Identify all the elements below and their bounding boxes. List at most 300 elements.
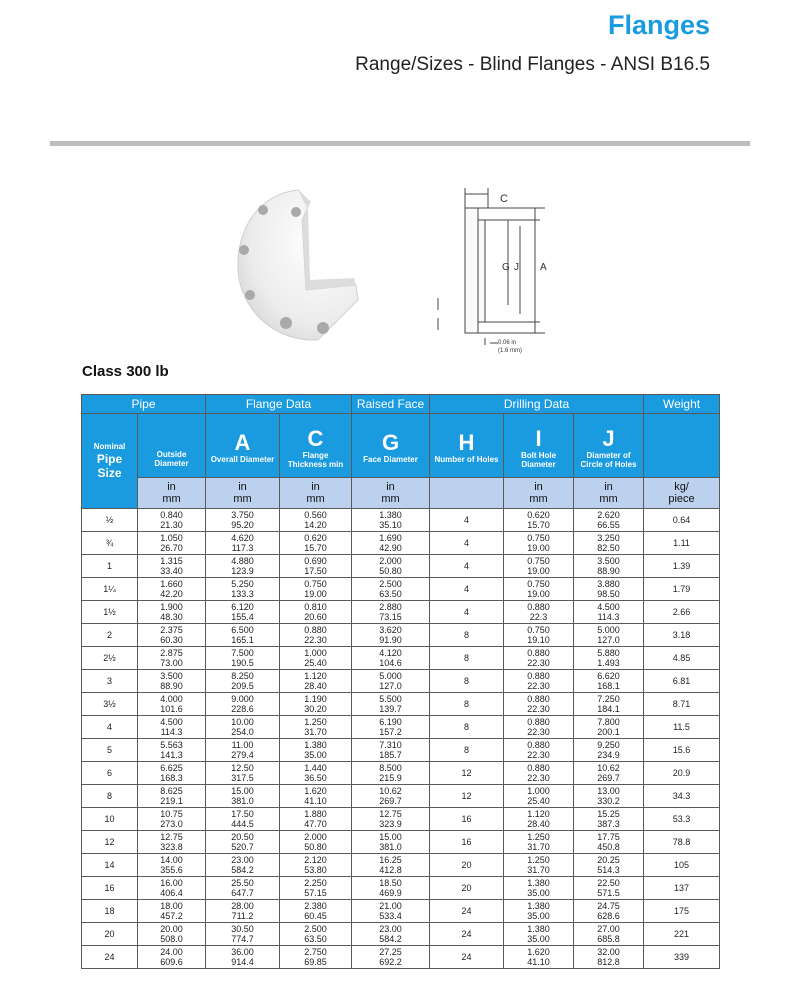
unit-weight [644,478,720,509]
unit-mm: mm [233,493,252,505]
value-in: 0.880 [527,648,550,658]
cell-i [504,555,574,578]
label-j: J [514,262,519,273]
value-mm: 317.5 [231,773,254,783]
cell-g [352,601,430,624]
value-in: 0.750 [527,579,550,589]
value-mm: 98.50 [597,589,620,599]
value-in: 2.375 [160,625,183,635]
cell-outside-diameter [138,785,206,808]
value-in: 1.620 [527,947,550,957]
value-in: 20.00 [160,924,183,934]
cell-outside-diameter [138,854,206,877]
value-mm: 19.10 [527,635,550,645]
value-mm: 30.20 [304,704,327,714]
unit-in: in [311,481,320,493]
cell-c [280,785,352,808]
value-mm: 22.30 [527,750,550,760]
cell-outside-diameter [138,808,206,831]
table-row [82,624,720,647]
cell-g [352,532,430,555]
value-mm: 114.3 [597,612,620,622]
value-in: 2.880 [379,602,402,612]
value-in: 10.62 [379,786,402,796]
col-weight [644,414,720,478]
value-in: 1.900 [160,602,183,612]
value-in: 1.380 [527,878,550,888]
value-in: 1.000 [304,648,327,658]
cell-weight: 137 [644,877,720,900]
value-mm: 219.1 [160,796,183,806]
value-in: 18.00 [160,901,183,911]
cell-g [352,693,430,716]
cell-a [206,578,280,601]
cell-h: 8 [430,716,504,739]
value-mm: 215.9 [379,773,402,783]
cell-outside-diameter [138,509,206,532]
value-mm: 73.15 [379,612,402,622]
cell-g [352,716,430,739]
cell-i [504,509,574,532]
cell-i [504,693,574,716]
col-nominal-pipe-size [82,414,138,509]
cell-nominal-size: 18 [82,900,138,923]
cell-outside-diameter [138,900,206,923]
unit-kg: kg/ [674,481,689,493]
cell-outside-diameter [138,946,206,969]
value-in: 15.00 [231,786,254,796]
value-mm: 41.10 [304,796,327,806]
unit-mm: mm [306,493,325,505]
cell-a [206,946,280,969]
thickness-label: Flange Thickness min [287,450,344,469]
value-in: 2.000 [304,832,327,842]
table-row [82,532,720,555]
cell-j [574,762,644,785]
pipe-label: Pipe [96,452,123,466]
cell-outside-diameter [138,716,206,739]
cell-g [352,670,430,693]
cell-g [352,854,430,877]
value-mm: 200.1 [597,727,620,737]
value-mm: 19.00 [527,589,550,599]
value-mm: 914.4 [231,957,254,967]
value-mm: 273.0 [160,819,183,829]
value-mm: 381.0 [231,796,254,806]
value-mm: 168.3 [160,773,183,783]
value-mm: 60.45 [304,911,327,921]
value-mm: 82.50 [597,543,620,553]
value-mm: 28.40 [527,819,550,829]
value-mm: 711.2 [231,911,254,921]
cell-weight: 1.39 [644,555,720,578]
value-in: 15.00 [379,832,402,842]
table-row [82,854,720,877]
value-in: 0.690 [304,556,327,566]
value-in: 0.880 [527,763,550,773]
cell-weight: 53.3 [644,808,720,831]
nominal-label: Nominal [93,442,126,451]
table-row [82,900,720,923]
value-mm: 584.2 [231,865,254,875]
value-mm: 22.3 [529,612,548,622]
unit-h [430,478,504,509]
cell-c [280,601,352,624]
cell-c [280,900,352,923]
cell-i [504,624,574,647]
cell-h: 4 [430,532,504,555]
cell-j [574,693,644,716]
letter-a: A [234,430,251,455]
cell-outside-diameter [138,601,206,624]
cell-j [574,808,644,831]
value-in: 4.880 [231,556,254,566]
value-in: 3.500 [597,556,620,566]
value-in: 7.800 [597,717,620,727]
cell-j [574,624,644,647]
cell-j [574,509,644,532]
value-mm: 22.30 [527,727,550,737]
value-mm: 157.2 [379,727,402,737]
cell-g [352,877,430,900]
value-in: 0.880 [527,694,550,704]
value-in: 0.880 [527,602,550,612]
value-in: 24.75 [597,901,620,911]
table-row [82,785,720,808]
cell-c [280,831,352,854]
cell-i [504,532,574,555]
letter-i: I [535,425,542,451]
value-mm: 520.7 [231,842,254,852]
value-in: 4.500 [597,602,620,612]
value-mm: 17.50 [304,566,327,576]
unit-in: in [238,481,247,493]
value-mm: 35.00 [527,911,550,921]
value-in: 1.190 [304,694,327,704]
value-in: 0.750 [527,533,550,543]
value-in: 17.75 [597,832,620,842]
cell-a [206,647,280,670]
page-subtitle: Range/Sizes - Blind Flanges - ANSI B16.5 [355,54,710,75]
value-in: 1.380 [527,924,550,934]
value-in: 5.880 [597,648,620,658]
cell-g [352,509,430,532]
cell-nominal-size: 20 [82,923,138,946]
value-in: 32.00 [597,947,620,957]
table-row [82,693,720,716]
cell-weight: 4.85 [644,647,720,670]
cell-i [504,647,574,670]
cell-nominal-size: 1 [82,555,138,578]
value-mm: 21.30 [160,520,183,530]
cell-outside-diameter [138,739,206,762]
value-mm: 234.9 [597,750,620,760]
value-in: 0.840 [160,510,183,520]
value-mm: 533.4 [379,911,402,921]
value-in: 2.620 [597,510,620,520]
value-in: 27.00 [597,924,620,934]
value-in: 6.120 [231,602,254,612]
cell-i [504,670,574,693]
value-in: 1.440 [304,763,327,773]
value-mm: 22.30 [527,773,550,783]
cell-nominal-size: 24 [82,946,138,969]
value-mm: 36.50 [304,773,327,783]
value-in: 24.00 [160,947,183,957]
value-in: 1.690 [379,533,402,543]
value-mm: 127.0 [597,635,620,645]
value-in: 10.75 [160,809,183,819]
value-in: 21.00 [379,901,402,911]
cell-j [574,785,644,808]
value-mm: 457.2 [160,911,183,921]
value-mm: 450.8 [597,842,620,852]
cell-g [352,785,430,808]
cell-a [206,739,280,762]
value-in: 0.750 [527,625,550,635]
value-mm: 69.85 [304,957,327,967]
cell-outside-diameter [138,877,206,900]
cell-outside-diameter [138,578,206,601]
number-of-holes-label: Number of Holes [434,455,499,464]
unit-i [504,478,574,509]
value-mm: 14.20 [304,520,327,530]
cell-a [206,900,280,923]
cell-a [206,831,280,854]
value-mm: 91.90 [379,635,402,645]
unit-a [206,478,280,509]
letter-j: J [602,425,615,451]
value-mm: 330.2 [597,796,620,806]
cell-c [280,670,352,693]
flange-photo [228,180,368,345]
cell-i [504,946,574,969]
value-in: 23.00 [231,855,254,865]
group-pipe: Pipe [82,395,206,414]
value-mm: 155.4 [231,612,254,622]
value-in: 27.25 [379,947,402,957]
cell-h: 12 [430,785,504,808]
value-mm: 95.20 [231,520,254,530]
value-in: 12.75 [160,832,183,842]
cell-nominal-size: 3 [82,670,138,693]
cell-c [280,739,352,762]
unit-in: in [386,481,395,493]
cell-g [352,555,430,578]
cell-a [206,693,280,716]
cell-i [504,716,574,739]
table-body [82,509,720,969]
cell-nominal-size: 14 [82,854,138,877]
value-in: 1.380 [304,740,327,750]
value-in: 16.25 [379,855,402,865]
value-in: 0.620 [304,533,327,543]
value-mm: 412.8 [379,865,402,875]
cell-g [352,578,430,601]
value-in: 3.250 [597,533,620,543]
value-in: 11.00 [231,740,254,750]
value-mm: 35.10 [379,520,402,530]
value-mm: 185.7 [379,750,402,760]
value-in: 1.120 [527,809,550,819]
cell-g [352,647,430,670]
value-in: 2.380 [304,901,327,911]
cell-c [280,693,352,716]
cell-i [504,739,574,762]
value-in: 1.380 [379,510,402,520]
cell-c [280,509,352,532]
value-in: 28.00 [231,901,254,911]
value-in: 12.75 [379,809,402,819]
value-in: 6.620 [597,671,620,681]
value-mm: 228.6 [231,704,254,714]
cell-weight: 2.66 [644,601,720,624]
value-mm: 22.30 [527,704,550,714]
value-mm: 31.70 [304,727,327,737]
cell-i [504,785,574,808]
cell-h: 4 [430,509,504,532]
value-in: 6.500 [231,625,254,635]
value-in: 2.500 [304,924,327,934]
cell-c [280,946,352,969]
cell-h: 24 [430,923,504,946]
cell-j [574,923,644,946]
cell-h: 24 [430,946,504,969]
cell-outside-diameter [138,532,206,555]
value-in: 1.000 [527,786,550,796]
value-mm: 31.70 [527,842,550,852]
value-mm: 22.30 [527,658,550,668]
value-in: 14.00 [160,855,183,865]
value-mm: 323.9 [379,819,402,829]
bolt-hole-label: Bolt Hole Diameter [520,450,557,469]
cell-g [352,624,430,647]
value-mm: 15.70 [527,520,550,530]
cell-weight: 15.6 [644,739,720,762]
value-mm: 508.0 [160,934,183,944]
value-in: 0.560 [304,510,327,520]
letter-h: H [458,430,475,455]
value-in: 20.25 [597,855,620,865]
value-in: 0.620 [527,510,550,520]
value-in: 22.50 [597,878,620,888]
cell-i [504,854,574,877]
cell-weight: 221 [644,923,720,946]
value-mm: 139.7 [379,704,402,714]
cell-c [280,923,352,946]
value-in: 16.00 [160,878,183,888]
unit-outside [138,478,206,509]
cell-h: 8 [430,739,504,762]
cell-weight: 105 [644,854,720,877]
value-in: 8.625 [160,786,183,796]
col-c [280,414,352,478]
value-mm: 25.40 [304,658,327,668]
cell-c [280,808,352,831]
cell-nominal-size: ¾ [82,532,138,555]
value-in: 36.00 [231,947,254,957]
value-mm: 101.6 [160,704,183,714]
value-in: 5.563 [160,740,183,750]
value-in: 20.50 [231,832,254,842]
value-in: 3.620 [379,625,402,635]
value-mm: 66.55 [597,520,620,530]
unit-piece: piece [668,493,695,505]
cell-g [352,762,430,785]
cell-weight: 1.11 [644,532,720,555]
cell-outside-diameter [138,762,206,785]
value-mm: 19.00 [304,589,327,599]
value-in: 2.500 [379,579,402,589]
unit-mm: mm [162,493,181,505]
value-mm: 50.80 [304,842,327,852]
cell-outside-diameter [138,555,206,578]
value-mm: 168.1 [597,681,620,691]
value-in: 9.000 [231,694,254,704]
cell-i [504,762,574,785]
cell-c [280,555,352,578]
cell-a [206,509,280,532]
cell-nominal-size: 2½ [82,647,138,670]
value-in: 7.250 [597,694,620,704]
value-in: 5.000 [379,671,402,681]
value-mm: 584.2 [379,934,402,944]
value-in: 4.120 [379,648,402,658]
cell-outside-diameter [138,923,206,946]
cell-h: 20 [430,854,504,877]
letter-g: G [381,430,400,455]
value-mm: 209.5 [231,681,254,691]
cell-a [206,762,280,785]
value-in: 10.62 [597,763,620,773]
cell-c [280,854,352,877]
label-g: G [502,262,510,273]
value-in: 2.120 [304,855,327,865]
cell-weight: 3.18 [644,624,720,647]
value-in: 1.250 [304,717,327,727]
cell-nominal-size: 5 [82,739,138,762]
value-mm: 269.7 [597,773,620,783]
value-in: 5.250 [231,579,254,589]
cell-h: 16 [430,808,504,831]
table-row [82,670,720,693]
group-flange-data: Flange Data [206,395,352,414]
cell-j [574,716,644,739]
value-in: 3.880 [597,579,620,589]
circle-of-holes-label: Diameter of Circle of Holes [580,450,637,469]
table-row [82,946,720,969]
value-mm: 57.15 [304,888,327,898]
cell-a [206,877,280,900]
value-mm: 184.1 [597,704,620,714]
col-j [574,414,644,478]
outside-diameter-label: Outside Diameter [154,449,189,468]
value-mm: 35.00 [304,750,327,760]
value-in: 4.000 [160,694,183,704]
cell-c [280,762,352,785]
cell-a [206,532,280,555]
value-mm: 123.9 [231,566,254,576]
value-in: 0.750 [527,556,550,566]
table-row [82,831,720,854]
value-in: 5.000 [597,625,620,635]
value-in: 4.620 [231,533,254,543]
cell-a [206,555,280,578]
value-mm: 88.90 [160,681,183,691]
value-in: 2.875 [160,648,183,658]
cell-a [206,624,280,647]
cell-nominal-size: 1½ [82,601,138,624]
